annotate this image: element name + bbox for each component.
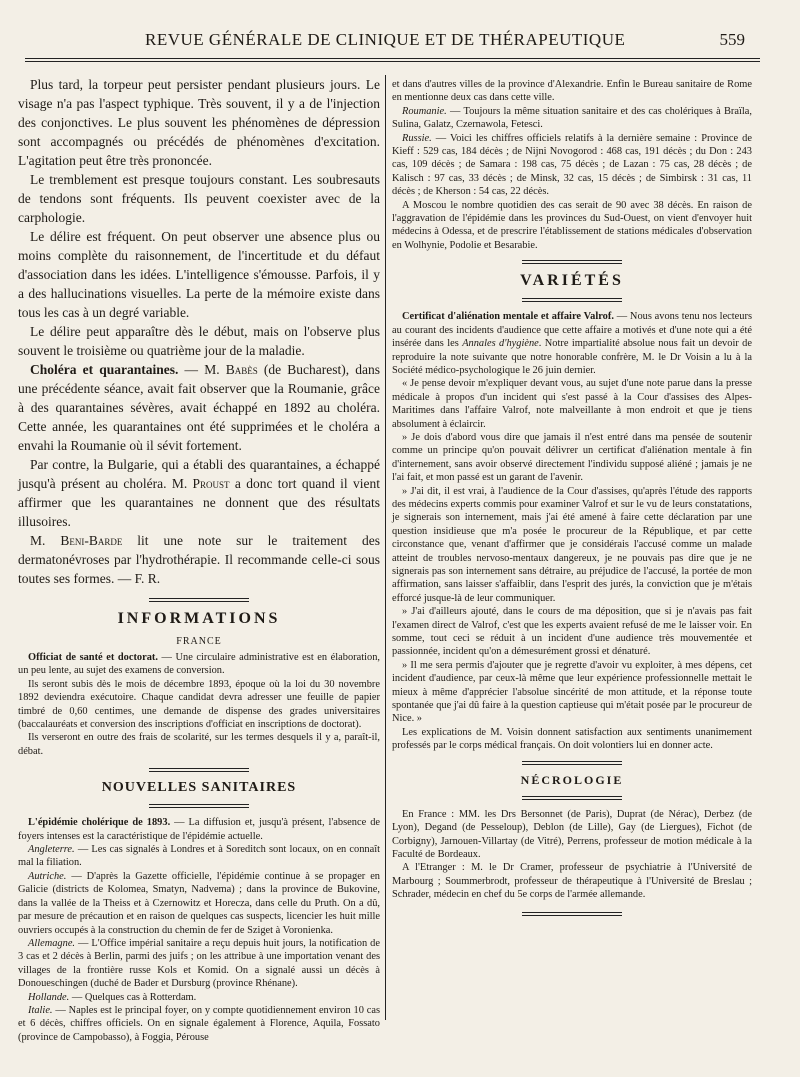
section-rule xyxy=(149,598,249,602)
list-item: Allemagne. — L'Office impérial sanitaire a reçu depuis huit jours, la notification de 3 cas et 2 décès à Berlin, parmi des juifs ; on les attribue à une importation venant des villages de la frontière russe Kols et Komid. On a signalé aussi un décès à Donoueschingen (duché de Bader et Dursburg (province Rhénane). xyxy=(18,937,380,990)
list-item: Angleterre. — Les cas signalés à Londres et à Soreditch sont locaux, on en connaît mal la filiation. xyxy=(18,844,380,869)
list-item: Roumanie. — Toujours la même situation sanitaire et des cas cholériques à Braïla, Sulina, Galatz, Czernawola, Fetesci. xyxy=(392,105,752,131)
paragraph: Plus tard, la torpeur peut persister pendant plusieurs jours. Le visage n'a pas l'aspect typhique. Très souvent, il y a de l'injection des conjonctives. Le plus souvent les phénomènes de dépression sont accompagnés ou précédés de phénomènes d'excitation. L'agitation peut être très prononcée. xyxy=(18,77,380,168)
nouvelles-title: NOUVELLES SANITAIRES xyxy=(101,780,297,796)
paragraph: Par contre, la Bulgarie, qui a établi des quarantaines, a échappé jusqu'à présent au choléra. M. Proust a donc tort quand il vient affirmer que les quarantaines ne donnent que des résultats illusoires. xyxy=(18,457,380,529)
section-rule xyxy=(522,260,622,264)
page-header xyxy=(25,26,760,56)
list-item: Autriche. — D'après la Gazette officielle, l'épidémie continue à se propager en Galicie (districts de Kolomea, Smatyn, Nadvema) ; dans la province de Bukovine, dans la vallée de la Theiss et à Czernowitz et Horecza, dans celle du Pruth. On a dû, par mesure de précaution et en raison de quelques cas suspects, licencier les huit mille ouvriers occupés à la construction du chemin de fer de Sziget à Voronienka. xyxy=(18,870,380,936)
paragraph: M. Beni-Barde lit une note sur le traitement des dermatonévroses par l'hydrothérapie. Il recommande celle-ci sous toutes ses formes. — F. R. xyxy=(18,533,380,586)
author-name: Babès xyxy=(225,362,258,377)
paragraph: Ils verseront en outre des frais de scolarité, sur les termes desquels il y a, paraît-il, débat. xyxy=(18,732,380,757)
paragraph: Les explications de M. Voisin donnent satisfaction aux sentiments unanimement professés par le corps médical français. On doit volontiers lui en donner acte. xyxy=(392,726,752,752)
column-divider xyxy=(385,75,386,1020)
cholera-lead: Choléra et quarantaines. xyxy=(30,362,179,377)
section-rule xyxy=(149,768,249,772)
paragraph: A l'Etranger : M. le Dr Cramer, professeur de psychiatrie à l'Université de Marbourg ; Soummerbrodt, professeur de thérapeutique à l'Université de Breslau ; Schrader, médecin en chef du 5e corps de l'armée allemande. xyxy=(392,862,752,901)
section-rule xyxy=(522,298,622,302)
quote-paragraph: « Je pense devoir m'expliquer devant vous, au sujet d'une note parue dans la presse médicale à propos d'un incident qui s'est passé à la Cour d'assises des Alpes-Maritimes dans l'affaire Valrof, note malveillante à mon endroit et que je tiens absolument à éclaircir. xyxy=(392,378,752,430)
paragraph: Certificat d'aliénation mentale et affaire Valrof. — Nous avons tenu nos lecteurs au courant des incidents d'audience que cette affaire a motivés et d'une note qui a été insérée dans les Annales d'hygiène. Notre impartialité absolue nous fait un devoir de reproduire la note suivante que notre honorable confrère, M. le Dr Voisin a lu à la Société médico-psychologique le 26 juin dernier. xyxy=(392,311,752,376)
section-rule xyxy=(522,761,622,765)
right-column xyxy=(392,78,752,916)
paragraph: L'épidémie cholérique de 1893. — La diffusion et, jusqu'à présent, l'absence de foyers intenses est la caractéristique de l'épidémie actuelle. xyxy=(18,817,380,842)
cholera-paragraph: Choléra et quarantaines. — M. Babès (de Bucharest), dans une précédente séance, avait fait observer que la Roumanie, grâce à des quarantaines sévères, avait échappé en 1892 au choléra. Cette année, les quarantaines ont été supprimées et le choléra a envahi la Roumanie où il sévit fortement. xyxy=(18,362,380,453)
paragraph: Le tremblement est presque toujours constant. Les soubresauts de tendons sont fréquents. Ils peuvent coexister avec de la carphologie. xyxy=(18,172,380,225)
varietes-title: VARIÉTÉS xyxy=(520,272,624,290)
list-item: Russie. — Voici les chiffres officiels relatifs à la dernière semaine : Province de Kieff : 529 cas, 184 décès ; de Nijni Novogorod : 468 cas, 191 décès ; du Don : 243 cas, 109 décès ; de Samara : 198 cas, 75 décès ; de Lazan : 75 cas, 28 décès ; de Kalisch : 97 cas, 33 décès ; de Minsk, 32 cas, 15 décès ; de Simbirsk : 31 cas, 11 décès ; de Kherson : 54 cas, 22 décès. xyxy=(392,132,752,198)
necrologie-title: NÉCROLOGIE xyxy=(520,772,624,787)
section-rule xyxy=(522,796,622,800)
quote-paragraph: » J'ai d'ailleurs ajouté, dans le cours de ma déposition, que si je n'avais pas fait l'examen direct de Valrof, c'est que les experts avaient refusé de me le laisser voir. En somme, tout ceci se réduit à un incident d'une audience très mouvementée et passionnée, incident qu'on a démesurément grossi et dénaturé. xyxy=(392,606,752,658)
list-item: Italie. — Naples est le principal foyer, on y compte quotidiennement environ 10 cas et 6 décès, chiffres officiels. On en signale également à Florence, Aquila, Fossato (province de Campobasso), à Foggia, Pérouse xyxy=(18,1004,380,1043)
header-rule xyxy=(25,58,760,62)
quote-paragraph: » J'ai dit, il est vrai, à l'audience de la Cour d'assises, qu'après l'étude des rapports des médecins experts commis pour examiner Valrof et sur le vu de leurs constatations, je signerais son internement, mais j'ai été amené à faire cette déclaration par une question insidieuse que m'a posée le procureur de la République, et par cette circonstance que, venant d'affirmer que je considérais l'accusé comme un malade atteint de troubles nervoso-mentaux dangereux, je ne pouvais pas dire que je ne signerais pas son internement sans détraire, au préjudice de l'accusé, la portée de mon affirmation, sans laisser s'affaiblir, dans l'esprit des jurés, la conviction que je m'étais efforcé jusque-là de leur communiquer. xyxy=(392,485,752,604)
paragraph: Ils seront subis dès le mois de décembre 1893, époque où la loi du 30 novembre 1892 deviendra exécutoire. Chaque candidat devra adresser une feuille de papier timbré de 0,60 centimes, une demande de dispense des grades universitaires (baccalauréats et conversion des inscriptions d'officiat en inscriptions de doctorat). xyxy=(18,678,380,731)
informations-title: INFORMATIONS xyxy=(117,610,281,627)
paragraph: Le délire est fréquent. On peut observer une absence plus ou moins complète du raisonnement, de l'incertitude et du défaut d'association dans les idées. L'intelligence s'émousse. Parfois, il y a des hallucinations visuelles. La perte de la mémoire existe dans tous les cas à un degré variable. xyxy=(18,229,380,320)
paragraph: Le délire peut apparaître dès le début, mais on l'observe plus souvent le troisième ou quatrième jour de la maladie. xyxy=(18,324,380,358)
journal-title: REVUE GÉNÉRALE DE CLINIQUE ET DE THÉRAPEUTIQUE xyxy=(145,30,626,49)
paragraph: En France : MM. les Drs Bersonnet (de Paris), Duprat (de Nérac), Derbez (de Lyon), Degand (de Pesseloup), Deblon (de Lille), Gay (de Liergues), Fichot (de Corbigny), Jarnouen-Villartay (de Vitré), Perrens, professeur de motion médicale à la Faculté de Bordeaux. xyxy=(392,808,752,860)
list-item: Hollande. — Quelques cas à Rotterdam. xyxy=(28,991,197,1003)
quote-paragraph: » Je dois d'abord vous dire que jamais il n'est entré dans ma pensée de soutenir comme un principe qu'on pouvait délivrer un certificat d'aliénation mentale à fin d'internement, sans avoir observé directement l'individu supposé aliéné ; jamais je ne l'ai fait, et mon passé est un garant de l'avenir. xyxy=(392,431,752,484)
section-rule xyxy=(149,804,249,808)
page-number: 559 xyxy=(719,30,745,49)
quote-paragraph: » Il me sera permis d'ajouter que je regrette d'avoir vu exploiter, à mes dépens, cet incident d'audience, par ceux-là même que leur expérience professionnelle mettait le mieux à même d'apprécier l'absolue sincérité de mon attitude, et la réponse toute spontanée que j'ai dû faire à la question captieuse qui m'était posée par le procureur de Nice. » xyxy=(392,659,752,725)
left-column xyxy=(18,75,380,1044)
end-rule xyxy=(522,912,622,916)
paragraph: et dans d'autres villes de la province d'Alexandrie. Enfin le Bureau sanitaire de Rome en mentionne deux cas dans cette ville. xyxy=(392,79,752,104)
paragraph: Officiat de santé et doctorat. — Une circulaire administrative est en élaboration, un peu lente, au sujet des examens de conversion. xyxy=(18,652,380,677)
informations-subtitle: FRANCE xyxy=(176,636,222,647)
paragraph: A Moscou le nombre quotidien des cas serait de 90 avec 38 décès. En raison de l'aggravation de l'épidémie dans les provinces du Sud-Ouest, on vient d'envoyer huit médecins à Odessa, et de prescrire l'établissement de stations médicales d'observation en Wolhynie, Podolie et Besarabie. xyxy=(392,199,752,251)
